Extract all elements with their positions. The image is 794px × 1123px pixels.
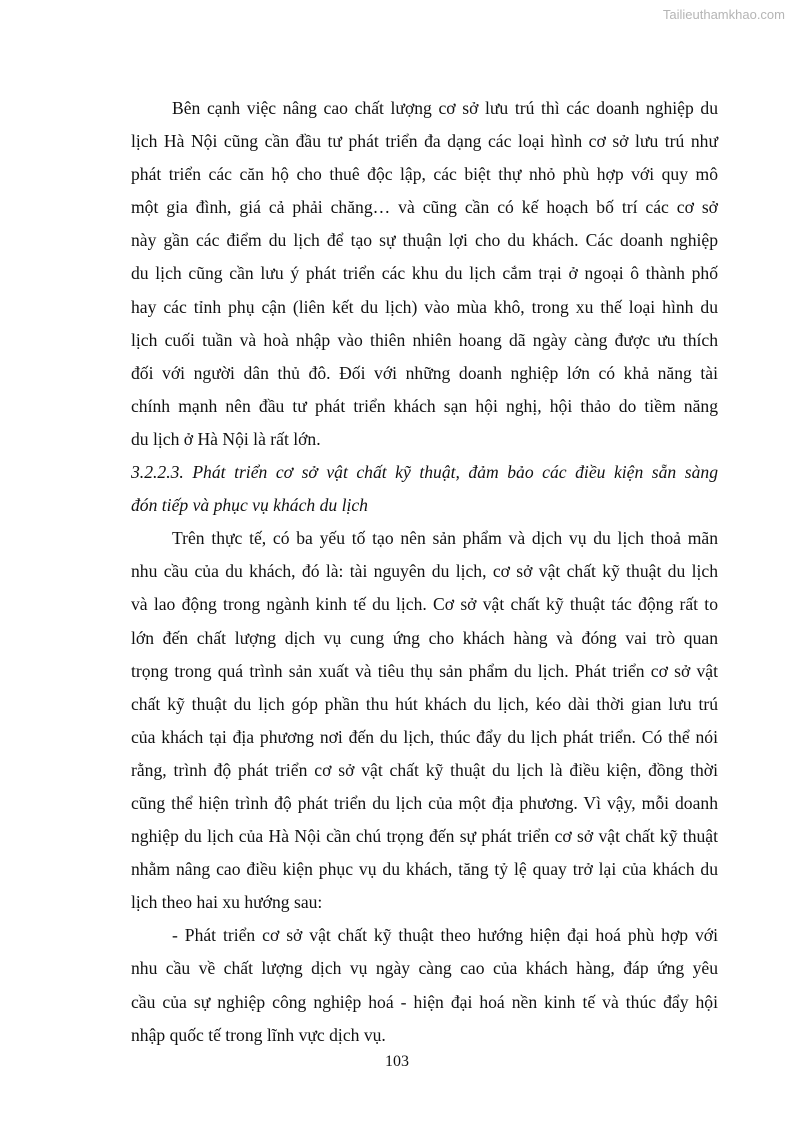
text-line: của khách tại địa phương nơi đến du lịch, thúc đẩy du lịch phát triển. Có thể nói	[131, 726, 718, 747]
text-line: - Phát triển cơ sở vật chất kỹ thuật theo hướng hiện đại hoá phù hợp với	[172, 925, 718, 946]
text-line: nhu cầu của du khách, đó là: tài nguyên du lịch, cơ sở vật chất kỹ thuật du lịch	[131, 561, 718, 582]
text-line: du lịch cũng cần lưu ý phát triển các khu du lịch cắm trại ở ngoại ô thành phố	[131, 263, 718, 284]
text-line: hay các tỉnh phụ cận (liên kết du lịch) vào mùa khô, trong xu thế loại hình du	[131, 296, 718, 317]
paragraph-infrastructure	[131, 522, 718, 919]
text-line: và lao động trong ngành kinh tế du lịch. Cơ sở vật chất kỹ thuật tác động rất to	[131, 594, 718, 615]
text-line: này gần các điểm du lịch để tạo sự thuận lợi cho du khách. Các doanh nghiệp	[131, 230, 718, 251]
watermark: Tailieuthamkhao.com	[662, 7, 785, 22]
heading-line: 3.2.2.3. Phát triển cơ sở vật chất kỹ thuật, đảm bảo các điều kiện sẵn sàng	[131, 462, 718, 483]
page-number: 103	[385, 1053, 409, 1070]
text-line: nhu cầu về chất lượng dịch vụ ngày càng cao của khách hàng, đáp ứng yêu	[131, 958, 718, 979]
text-line: nhập quốc tế trong lĩnh vực dịch vụ.	[131, 1024, 386, 1045]
text-line: Trên thực tế, có ba yếu tố tạo nên sản phẩm và dịch vụ du lịch thoả mãn	[172, 528, 718, 549]
text-line: phát triển các căn hộ cho thuê độc lập, các biệt thự nhỏ phù hợp với quy mô	[131, 164, 718, 185]
document-body	[131, 92, 718, 1052]
text-line: cũng thể hiện trình độ phát triển du lịch của một địa phương. Vì vậy, mỗi doanh	[131, 792, 718, 813]
text-line: một gia đình, giá cả phải chăng… và cũng cần có kế hoạch bố trí các cơ sở	[131, 197, 718, 218]
text-line: du lịch ở Hà Nội là rất lớn.	[131, 428, 321, 449]
text-line: trọng trong quá trình sản xuất và tiêu thụ sản phẩm du lịch. Phát triển cơ sở vật	[131, 660, 718, 681]
paragraph-accommodation	[131, 92, 718, 456]
text-line: chất kỹ thuật du lịch góp phần thu hút khách du lịch, kéo dài thời gian lưu trú	[131, 693, 718, 714]
text-line: cầu của sự nghiệp công nghiệp hoá - hiện đại hoá nền kinh tế và thúc đẩy hội	[131, 991, 718, 1012]
text-line: lịch cuối tuần và hoà nhập vào thiên nhiên hoang dã ngày càng được ưu thích	[131, 329, 718, 350]
text-line: lịch Hà Nội cũng cần đầu tư phát triển đa dạng các loại hình cơ sở lưu trú như	[131, 131, 718, 152]
text-line: chính mạnh nên đầu tư phát triển khách sạn hội nghị, hội thảo do tiềm năng	[131, 395, 718, 416]
section-heading	[131, 456, 718, 522]
text-line: nhằm nâng cao điều kiện phục vụ du khách, tăng tỷ lệ quay trở lại của khách du	[131, 859, 718, 880]
text-line: lớn đến chất lượng dịch vụ cung ứng cho khách hàng và đóng vai trò quan	[131, 627, 718, 648]
text-line: Bên cạnh việc nâng cao chất lượng cơ sở lưu trú thì các doanh nghiệp du	[172, 98, 718, 118]
text-line: nghiệp du lịch của Hà Nội cần chú trọng đến sự phát triển cơ sở vật chất kỹ thuật	[131, 826, 718, 847]
text-line: lịch theo hai xu hướng sau:	[131, 892, 323, 913]
heading-line: đón tiếp và phục vụ khách du lịch	[131, 495, 368, 516]
paragraph-modernization	[131, 919, 718, 1051]
text-line: đối với người dân thủ đô. Đối với những doanh nghiệp lớn có khả năng tài	[131, 362, 718, 383]
text-line: rằng, trình độ phát triển cơ sở vật chất kỹ thuật du lịch là điều kiện, đồng thời	[131, 759, 718, 780]
